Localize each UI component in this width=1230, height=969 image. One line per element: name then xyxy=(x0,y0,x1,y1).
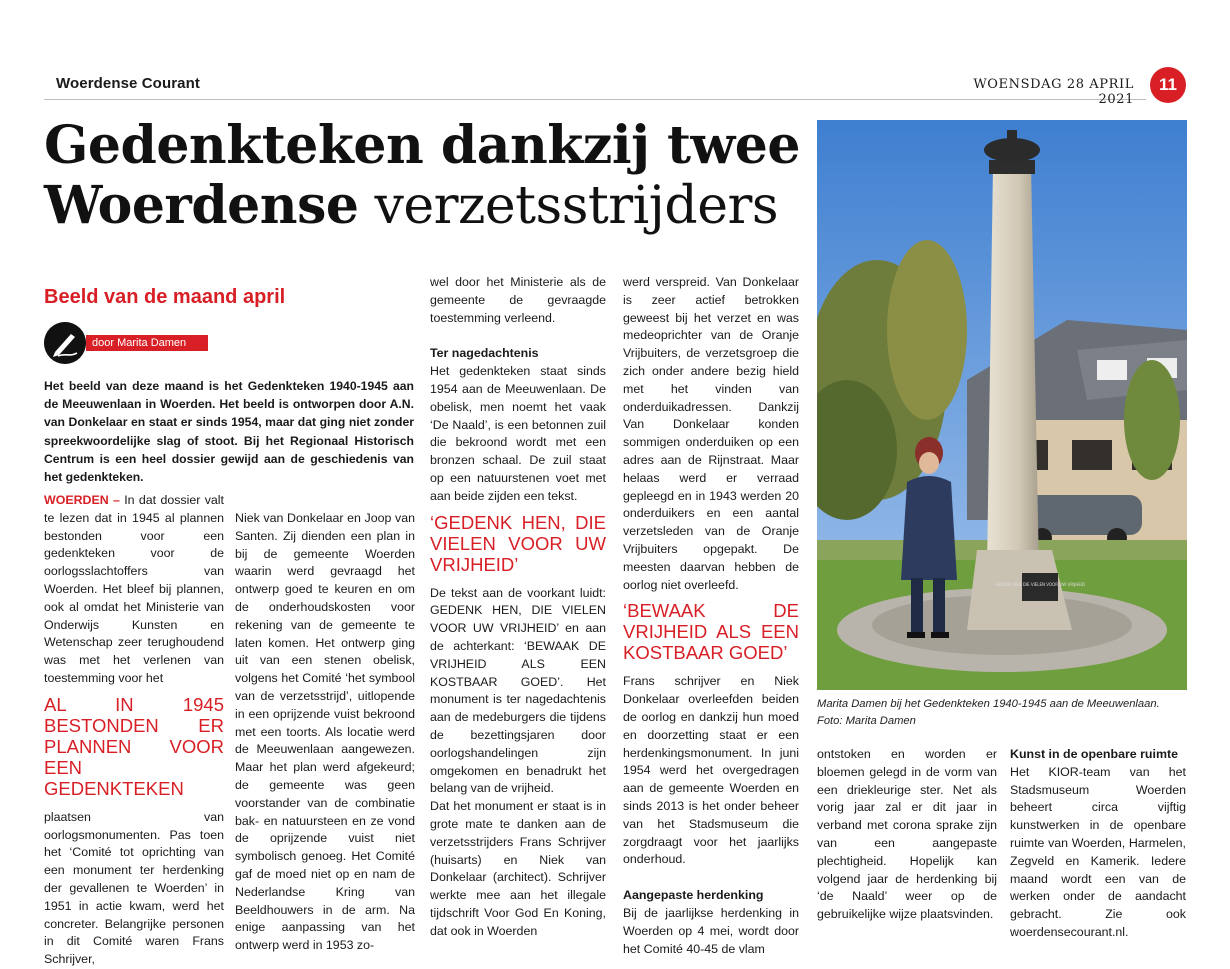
paragraph-text: In dat dossier valt te lezen dat in 1945 al plannen bestonden voor een gedenkteken voor de oorlogsslachtoffers van Woerden. Het bleef bij plannen, ook al omdat het Ministerie van Onderwijs Kunsten en Wetenschap zeer terughoudend was met het verlenen van toestemming voor het xyxy=(44,493,224,685)
text-column-6 xyxy=(1010,746,1186,942)
text-column-4 xyxy=(623,274,799,958)
plaque-text: GEDENK HEN DIE VIELEN VOOR UW VRIJHEID xyxy=(994,582,1086,587)
text-column-5 xyxy=(817,746,997,924)
paragraph: Bij de jaarlijkse herdenking in Woerden op 4 mei, wordt door het Comité 40-45 de vlam xyxy=(623,905,799,956)
article-intro: Het beeld van deze maand is het Gedenkteken 1940-1945 aan de Meeuwenlaan in Woerden. Het beeld is ontworpen door A.N. van Donkelaar en staat er sinds 1954, maar dat ging niet zonder spreekwoordelijke slag of stoot. Bij het Regionaal Historisch Centrum is een heel dossier gewijd aan de geschiedenis van het gedenkteken. xyxy=(44,379,414,485)
text-column-2 xyxy=(235,510,415,955)
paragraph: Dat het monument er staat is in grote mate te danken aan de verzetsstrijders Frans Schrijver (huisarts) en Niek van Donkelaar (architect). Schrijver werkte mee aan het illegale tijdschrift Voor God En Koning, dat ook in Woerden xyxy=(430,799,606,938)
paragraph: wel door het Ministerie als de gemeente de gevraagde toestemming verleend. xyxy=(430,275,606,325)
caption-line: Marita Damen bij het Gedenkteken 1940-1945 aan de Meeuwenlaan. xyxy=(817,698,1160,710)
subheading: Kunst in de openbare ruimte xyxy=(1010,747,1178,761)
paragraph: Frans schrijver en Niek Donkelaar overleefden beiden de oorlog en dankzij hun moed en doorzetting staat er een herdenkingsmonument. In juni 1954 werd het overgedragen aan de gemeente Woerden en sinds 2013 is het onder beheer van het Stadsmuseum die zorgdraagt voor het jaarlijks onderhoud. xyxy=(623,674,799,867)
paragraph: werd verspreid. Van Donkelaar is zeer actief betrokken geweest bij het verzet en was medeoprichter van de Oranje Vrijbuiters, de verzetsgroep die zich onder andere bezig hield met het vinden van onderduikadressen. Dankzij Van Donkelaar konden sommigen onderduiken op een adres aan de Rijnstraat. Maar helaas werd er verraad gepleegd en in 1943 werden 20 onderduikers en een aantal verzetsleden van de Oranje Vrijbuiters opgepakt. De meesten daarvan hebben de oorlog niet overleefd. xyxy=(623,275,799,592)
article-headline xyxy=(44,116,814,236)
monument-photo xyxy=(817,120,1187,690)
photo-credit: Foto: Marita Damen xyxy=(817,715,916,727)
page-number-badge: 11 xyxy=(1150,67,1186,103)
paragraph: Niek van Donkelaar en Joop van Santen. Zij dienden een plan in bij de gemeente Woerden waarin werd gevraagd het ontwerp goed te keuren en om de onderhoudskosten voor rekening van de gemeente te laten komen. Het ontwerp ging uit van een stenen obelisk, volgens het Comité ‘het symbool van de verzetsstrijd’, uitlopende in een oprijzende vuist bekroond met een toorts. Als locatie werd de Meeuwenlaan aangewezen. Maar het plan werd afgekeurd; de gemeente was geen voorstander van de combinatie bak- en natuursteen en ze vond de oprijzende vuist niet symbolisch genoeg. Het Comité gaf de moed niet op en nam de Nederlandse Kring van Beeldhouwers in de arm. Na enige aanpassing van het ontwerp werd in 1953 zo- xyxy=(235,511,415,953)
text-column-1 xyxy=(44,492,224,969)
headline-line2 xyxy=(44,176,778,236)
publication-name: Woerdense Courant xyxy=(56,75,200,92)
paragraph: plaatsen van oorlogsmonumenten. Pas toen het ‘Comité tot oprichting van een monument ter herdenking der gevallenen te Woerden’ in 1951 in actie kwam, werd het concreter. Belangrijke personen in dit Comité waren Frans Schrijver, xyxy=(44,809,224,967)
author-pen-icon xyxy=(44,322,86,364)
paragraph xyxy=(44,492,224,688)
photo-caption xyxy=(817,696,1187,730)
headline-line2-bold: Woerdense xyxy=(44,175,359,236)
pull-quote: ‘GEDENK HEN, DIE VIELEN VOOR UW VRIJHEID’ xyxy=(430,511,606,575)
paragraph: De tekst aan de voorkant luidt: GEDENK HEN, DIE VIELEN VOOR UW VRIJHEID’ en aan de achterkant: ‘BEWAAK DE VRIJHEID ALS EEN KOSTBAAR GOED’. Het monument is ter nagedachtenis aan de medeburgers die tijdens de bezettingsjaren door oorlogshandelingen zijn omgekomen en benadrukt het belang van de vrijheid. xyxy=(430,585,606,796)
text-column-3 xyxy=(430,274,606,941)
subheading: Aangepaste herdenking xyxy=(623,888,764,903)
pull-quote: ‘BEWAAK DE VRIJHEID ALS EEN KOSTBAAR GOED’ xyxy=(623,600,799,664)
author-byline: door Marita Damen xyxy=(86,335,208,351)
article-kicker: Beeld van de maand april xyxy=(44,286,286,308)
pull-quote: AL IN 1945 BESTONDEN ER PLANNEN VOOR EEN GEDENKTEKEN xyxy=(44,693,224,799)
headline-line1: Gedenkteken dankzij twee xyxy=(44,115,800,176)
paragraph: Het gedenkteken staat sinds 1954 aan de Meeuwenlaan. De obelisk, men noemt het vaak ‘De Naald’, is een betonnen zuil die bekroond wordt met een bronzen schaal. De zuil staat op een natuurstenen voet met aan beide zijden een tekst. xyxy=(430,364,606,503)
subheading: Ter nagedachtenis xyxy=(430,346,539,361)
issue-date: WOENSDAG 28 APRIL 2021 xyxy=(973,77,1134,107)
headline-line2-light: verzetsstrijders xyxy=(374,176,779,236)
paragraph: ontstoken en worden er bloemen gelegd in de vorm van een driekleurige ster. Net als vorig jaar zal er dit jaar in verband met corona sprake zijn van een aangepaste plechtigheid. Hopelijk kan volgend jaar de herdenking bij ‘de Naald’ weer op de gebruikelijke wijze plaatsvinden. xyxy=(817,747,997,922)
dateline: WOERDEN – xyxy=(44,493,120,507)
paragraph: Het KIOR-team van het Stadsmuseum Woerden beheert circa vijftig kunstwerken in de openbare ruimte van Woerden, Harmelen, Zegveld en Kamerik. Iedere maand wordt een van de werken onder de aandacht gebracht. Zie ook woerdensecourant.nl. xyxy=(1010,764,1186,939)
